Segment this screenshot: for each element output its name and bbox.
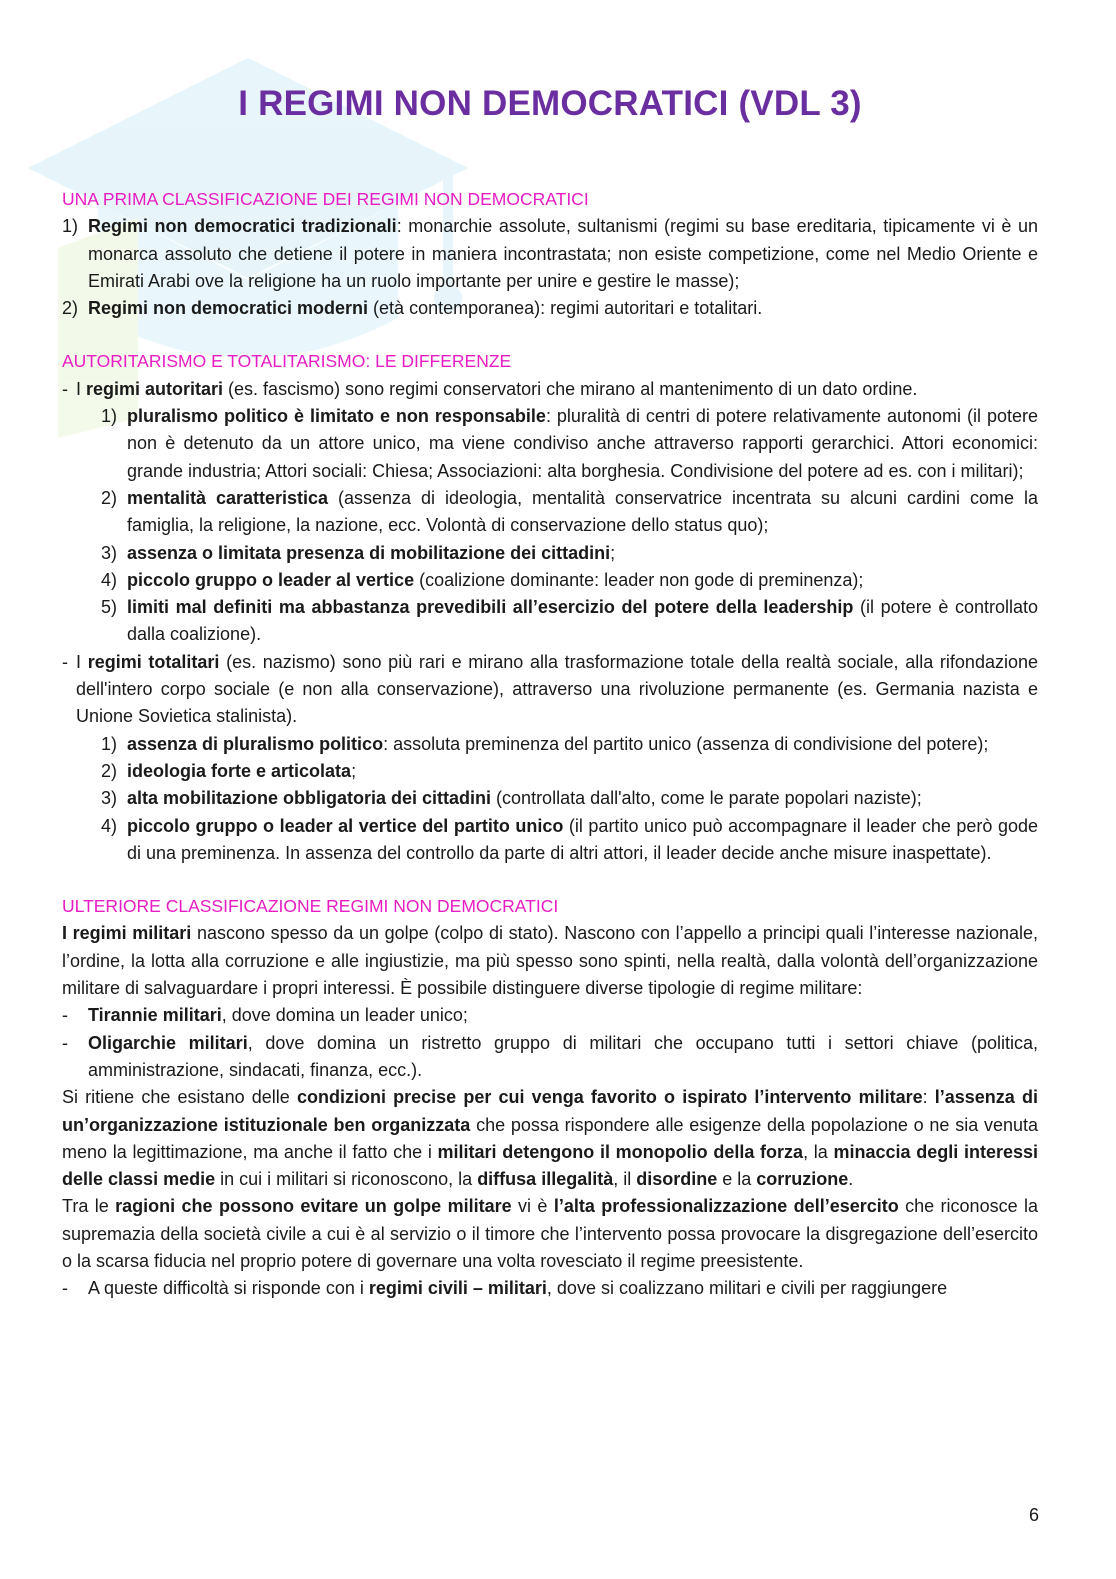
bold-term: l’alta professionalizzazione dell’esercito	[553, 1196, 899, 1217]
dash-text	[88, 1002, 1038, 1029]
list-item	[101, 403, 1038, 485]
bold-term: corruzione	[756, 1169, 849, 1190]
list-number: 5)	[101, 597, 118, 618]
bold-term: piccolo gruppo o leader al vertice del partito unico	[127, 815, 564, 836]
list-number: 2)	[62, 298, 79, 319]
dash-marker: -	[62, 1278, 68, 1299]
item-text: , dove si coalizzano militari e civili per raggiungere	[546, 1278, 948, 1299]
text-run: Si ritiene che esistano delle	[62, 1087, 297, 1108]
paragraph-text: nascono spesso da un golpe (colpo di stato). Nascono con l’appello a principi quali l’interesse nazionale, l’ordine, la lotta alla corruzione e alle ingiustizie, ma più spesso sono spinti, nella realtà, dalla volontà dell’organizzazione militare di salvaguardare i propri interessi. È possibile distinguere diverse tipologie di regime militare:	[62, 923, 1038, 999]
list-number: 1)	[101, 733, 118, 754]
dash-marker: -	[62, 651, 68, 672]
list-item	[101, 567, 1038, 594]
text-run: vi è	[511, 1196, 554, 1217]
section-heading-classificazione: UNA PRIMA CLASSIFICAZIONE DEI REGIMI NON DEMOCRATICI	[62, 189, 589, 209]
ordered-list-autoritari	[62, 403, 1038, 649]
bold-term: piccolo gruppo o leader al vertice	[127, 569, 415, 590]
text-run: , il	[613, 1169, 637, 1190]
item-text: (il potere è controllato dalla coalizione).	[127, 597, 1038, 645]
bold-term: condizioni precise per cui venga favorito o ispirato l’intervento militare	[296, 1087, 923, 1108]
ordered-list-classificazione	[62, 213, 1038, 322]
list-text	[88, 213, 1038, 295]
dash-text	[88, 1030, 1038, 1085]
item-text: ;	[610, 542, 616, 563]
text-run: :	[922, 1087, 935, 1108]
item-text: (coalizione dominante: leader non gode di preminenza);	[414, 569, 864, 590]
list-item	[101, 758, 1038, 785]
dash-text	[76, 376, 1038, 403]
dash-item-civili-militari	[62, 1275, 1038, 1302]
bold-term: ragioni che possono evitare un golpe militare	[115, 1196, 512, 1217]
dash-marker: -	[62, 1032, 68, 1053]
list-item	[101, 731, 1038, 758]
list-text	[127, 485, 1038, 540]
item-text: , dove domina un leader unico;	[221, 1005, 468, 1026]
lead-text: I	[76, 378, 87, 399]
list-item	[101, 813, 1038, 868]
item-text: (es. fascismo) sono regimi conservatori che mirano al mantenimento di un dato ordine.	[223, 378, 918, 399]
item-text: ;	[351, 760, 357, 781]
bold-term: disordine	[636, 1169, 718, 1190]
text-run: che riconosce la supremazia della società civile a cui è al servizio o il timore che l’intervento possa provocare la disgregazione dell’esercito o la scarsa fiducia nel proprio potere di governare una volta rovesciato il regime preesistente.	[62, 1196, 1038, 1271]
text-run: Tra le	[62, 1196, 116, 1217]
page-number: 6	[1028, 1505, 1039, 1525]
bold-term: pluralismo politico è limitato e non responsabile	[127, 406, 546, 427]
text-run: in cui i militari si riconoscono, la	[215, 1169, 478, 1190]
dash-marker: -	[62, 1005, 68, 1026]
item-text: (es. nazismo) sono più rari e mirano alla trasformazione totale della realtà sociale, alla rifondazione dell'intero corpo sociale (e non alla conservazione), attraverso una rivoluzione permanente (es. Germania nazista e Unione Sovietica stalinista).	[76, 651, 1038, 727]
dash-text	[88, 1275, 1038, 1302]
item-text: : pluralità di centri di potere relativamente autonomi (il potere non è detenuto da un attore unico, ma viene condiviso anche attraverso rapporti gerarchici. Attori economici: grande industria; Attori sociali: Chiesa; Associazioni: alta borghesia. Condivisione del potere ad es. con i militari);	[127, 406, 1038, 481]
paragraph-condizioni	[62, 1084, 1038, 1193]
bold-term: alta mobilitazione obbligatoria dei cittadini	[127, 788, 492, 809]
list-number: 2)	[101, 487, 118, 508]
list-number: 1)	[101, 406, 118, 427]
bold-term: l’assenza di un’organizzazione istituzionale ben organizzata	[62, 1087, 1038, 1135]
document-body	[62, 186, 1038, 1303]
list-item	[62, 295, 1038, 322]
list-text	[88, 295, 1038, 322]
paragraph-regimi-militari	[62, 920, 1038, 1002]
bold-term: regimi autoritari	[86, 378, 224, 399]
bold-term: minaccia degli interessi delle classi medie	[62, 1141, 1038, 1190]
dash-item-oligarchie	[62, 1030, 1038, 1085]
list-text	[127, 813, 1038, 868]
text-run: e la	[717, 1169, 757, 1190]
list-text	[127, 758, 1038, 785]
list-text	[127, 785, 1038, 812]
item-text: (il partito unico può accompagnare il leader che però gode di una preminenza. In assenza del controllo da parte di altri attori, il leader decide anche misure inaspettate).	[127, 815, 1038, 863]
item-text: : assoluta preminenza del partito unico (assenza di condivisione del potere);	[383, 733, 989, 754]
bold-term: assenza o limitata presenza di mobilitazione dei cittadini	[127, 542, 611, 563]
list-item	[101, 540, 1038, 567]
bold-term: militari detengono il monopolio della forza	[437, 1141, 804, 1162]
bold-term: Regimi non democratici tradizionali	[88, 216, 397, 237]
dash-text	[76, 649, 1038, 731]
bold-term: Oligarchie militari	[88, 1032, 248, 1053]
bold-term: diffusa illegalità	[477, 1169, 614, 1190]
list-number: 4)	[101, 815, 118, 836]
bold-term: mentalità caratteristica	[127, 487, 329, 508]
bold-term: Regimi non democratici moderni	[88, 298, 369, 319]
list-text	[127, 731, 1038, 758]
dash-item-totalitari	[62, 649, 1038, 731]
bold-term: ideologia forte e articolata	[127, 760, 352, 781]
list-text	[127, 540, 1038, 567]
list-item	[62, 213, 1038, 295]
bold-term: regimi totalitari	[87, 651, 220, 672]
text-run: , la	[803, 1141, 834, 1162]
bold-term: I regimi militari	[62, 923, 192, 944]
section-heading-ulteriore: ULTERIORE CLASSIFICAZIONE REGIMI NON DEMOCRATICI	[62, 896, 559, 917]
text-run: .	[848, 1169, 854, 1190]
dash-item-autoritari	[62, 376, 1038, 403]
bold-term: limiti mal definiti ma abbastanza prevedibili all’esercizio del potere della leadership	[127, 597, 854, 618]
dash-marker: -	[62, 378, 68, 399]
list-number: 1)	[62, 216, 79, 237]
bold-term: regimi civili – militari	[368, 1278, 547, 1299]
list-text	[127, 594, 1038, 649]
list-number: 3)	[101, 542, 118, 563]
lead-text: I	[76, 651, 88, 672]
text-run: che possa rispondere alle esigenze della popolazione o ne sia venuta meno la legittimazione, ma anche il fatto che i	[62, 1114, 1039, 1162]
page-title: I REGIMI NON DEMOCRATICI (VDL 3)	[238, 84, 862, 123]
item-text: (età contemporanea): regimi autoritari e totalitari.	[368, 298, 763, 319]
item-text: (assenza di ideologia, mentalità conservatrice incentrata su alcuni cardini come la famiglia, la religione, la nazione, ecc. Volontà di conservazione dello status quo);	[127, 487, 1039, 536]
list-number: 2)	[101, 760, 118, 781]
list-item	[101, 594, 1038, 649]
ordered-list-totalitari	[62, 731, 1038, 867]
lead-text: A queste difficoltà si risponde con i	[88, 1278, 369, 1299]
paragraph-ragioni	[62, 1193, 1038, 1275]
list-text	[127, 567, 1038, 594]
list-number: 3)	[101, 788, 118, 809]
list-item	[101, 485, 1038, 540]
list-number: 4)	[101, 569, 118, 590]
list-item	[101, 785, 1038, 812]
item-text: , dove domina un ristretto gruppo di militari che occupano tutti i settori chiave (politica, amministrazione, sindacati, finanza, ecc.).	[88, 1032, 1038, 1080]
item-text: : monarchie assolute, sultanismi (regimi su base ereditaria, tipicamente vi è un monarca assoluto che detiene il potere in maniera incontrastata; non esiste competizione, come nel Medio Oriente e Emirati Arabi ove la religione ha un ruolo importante per unire e gestire le masse);	[88, 216, 1038, 291]
section-heading-differenze: AUTORITARISMO E TOTALITARISMO: LE DIFFERENZE	[62, 351, 512, 372]
bold-term: assenza di pluralismo politico	[127, 733, 384, 754]
dash-item-tirannie	[62, 1002, 1038, 1029]
item-text: (controllata dall'alto, come le parate popolari naziste);	[491, 788, 922, 809]
bold-term: Tirannie militari	[88, 1005, 222, 1026]
list-text	[127, 403, 1038, 485]
